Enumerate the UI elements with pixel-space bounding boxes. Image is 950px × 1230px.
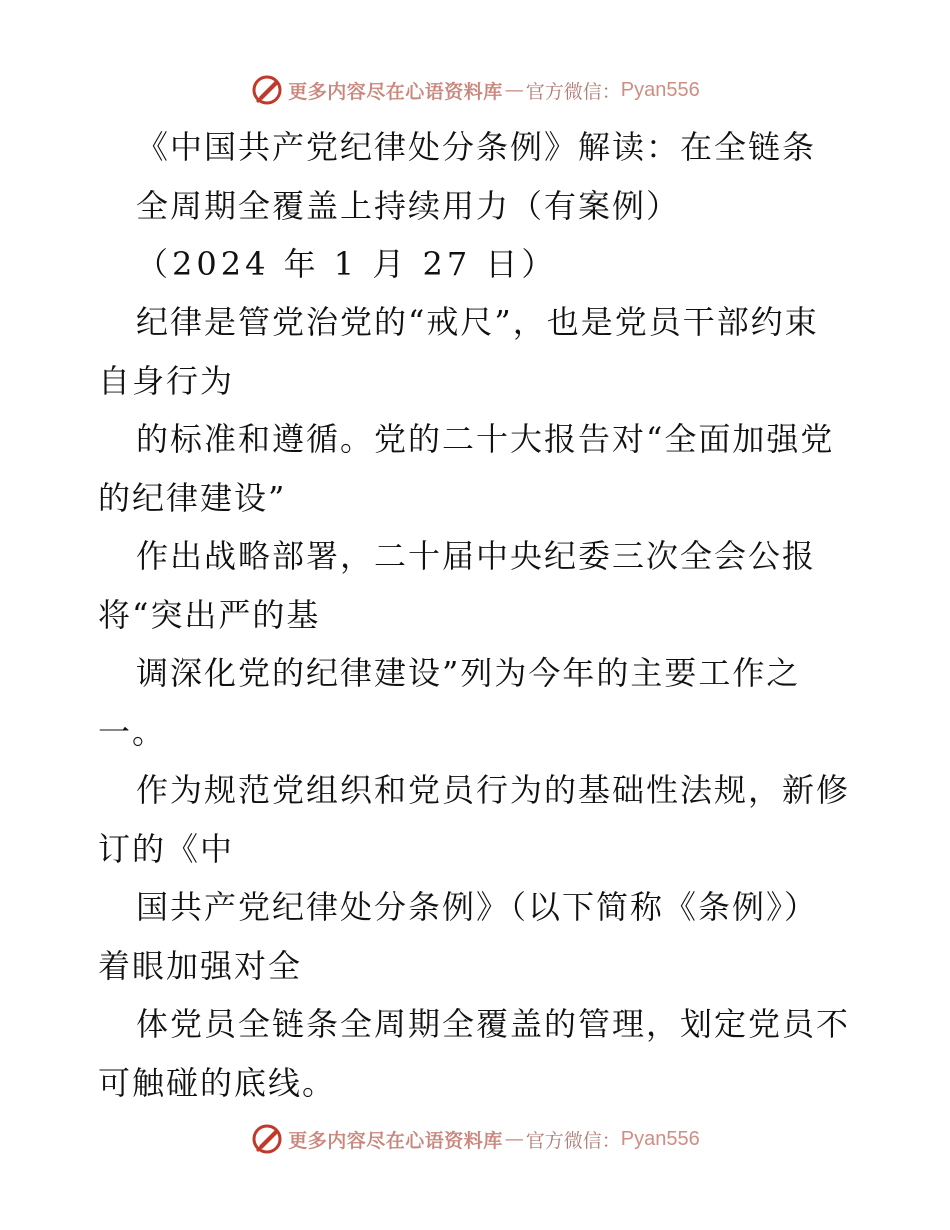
body-line: 的纪律建设”: [98, 479, 287, 517]
banner-label: 官方微信：: [525, 80, 621, 103]
body-line: 体党员全链条全周期全覆盖的管理，划定党员不: [136, 1005, 851, 1043]
banner-brand-text: 更多内容尽在心语资料库: [288, 1129, 503, 1152]
body-line: 作出战略部署，二十届中央纪委三次全会公报: [136, 537, 817, 575]
body-line: 着眼加强对全: [98, 947, 303, 985]
banner-separator: —: [504, 1128, 524, 1150]
body-line: 调深化党的纪律建设”列为今年的主要工作之: [136, 654, 801, 692]
banner-label: 官方微信：: [525, 1129, 621, 1152]
header-banner: [0, 70, 950, 110]
body-line: 可触碰的底线。: [98, 1064, 337, 1102]
body-line: 一。: [98, 713, 167, 751]
banner-wechat-id: Pyan556: [620, 78, 700, 101]
brand-logo-icon: [250, 1122, 284, 1156]
doc-title-line-2: 全周期全覆盖上持续用力（有案例）: [136, 187, 681, 225]
banner-brand-text: 更多内容尽在心语资料库: [288, 80, 503, 103]
body-line: 国共产党纪律处分条例》（以下简称《条例》）: [136, 888, 819, 926]
body-line: 将“突出严的基: [98, 596, 321, 634]
body-line: 自身行为: [98, 362, 235, 400]
body-line: 订的《中: [98, 830, 235, 868]
brand-logo-icon: [250, 73, 284, 107]
body-line: 作为规范党组织和党员行为的基础性法规，新修: [136, 771, 851, 809]
doc-title-line-1: 《中国共产党纪律处分条例》解读：在全链条: [136, 128, 817, 166]
doc-date: （2024 年 1 月 27 日）: [136, 245, 558, 283]
banner-separator: —: [504, 79, 524, 101]
body-line: 的标准和遵循。党的二十大报告对“全面加强党: [136, 420, 835, 458]
body-line: 纪律是管党治党的“戒尺”，也是党员干部约束: [136, 303, 819, 341]
banner-wechat-id: Pyan556: [620, 1127, 700, 1150]
footer-banner: [0, 1119, 950, 1159]
